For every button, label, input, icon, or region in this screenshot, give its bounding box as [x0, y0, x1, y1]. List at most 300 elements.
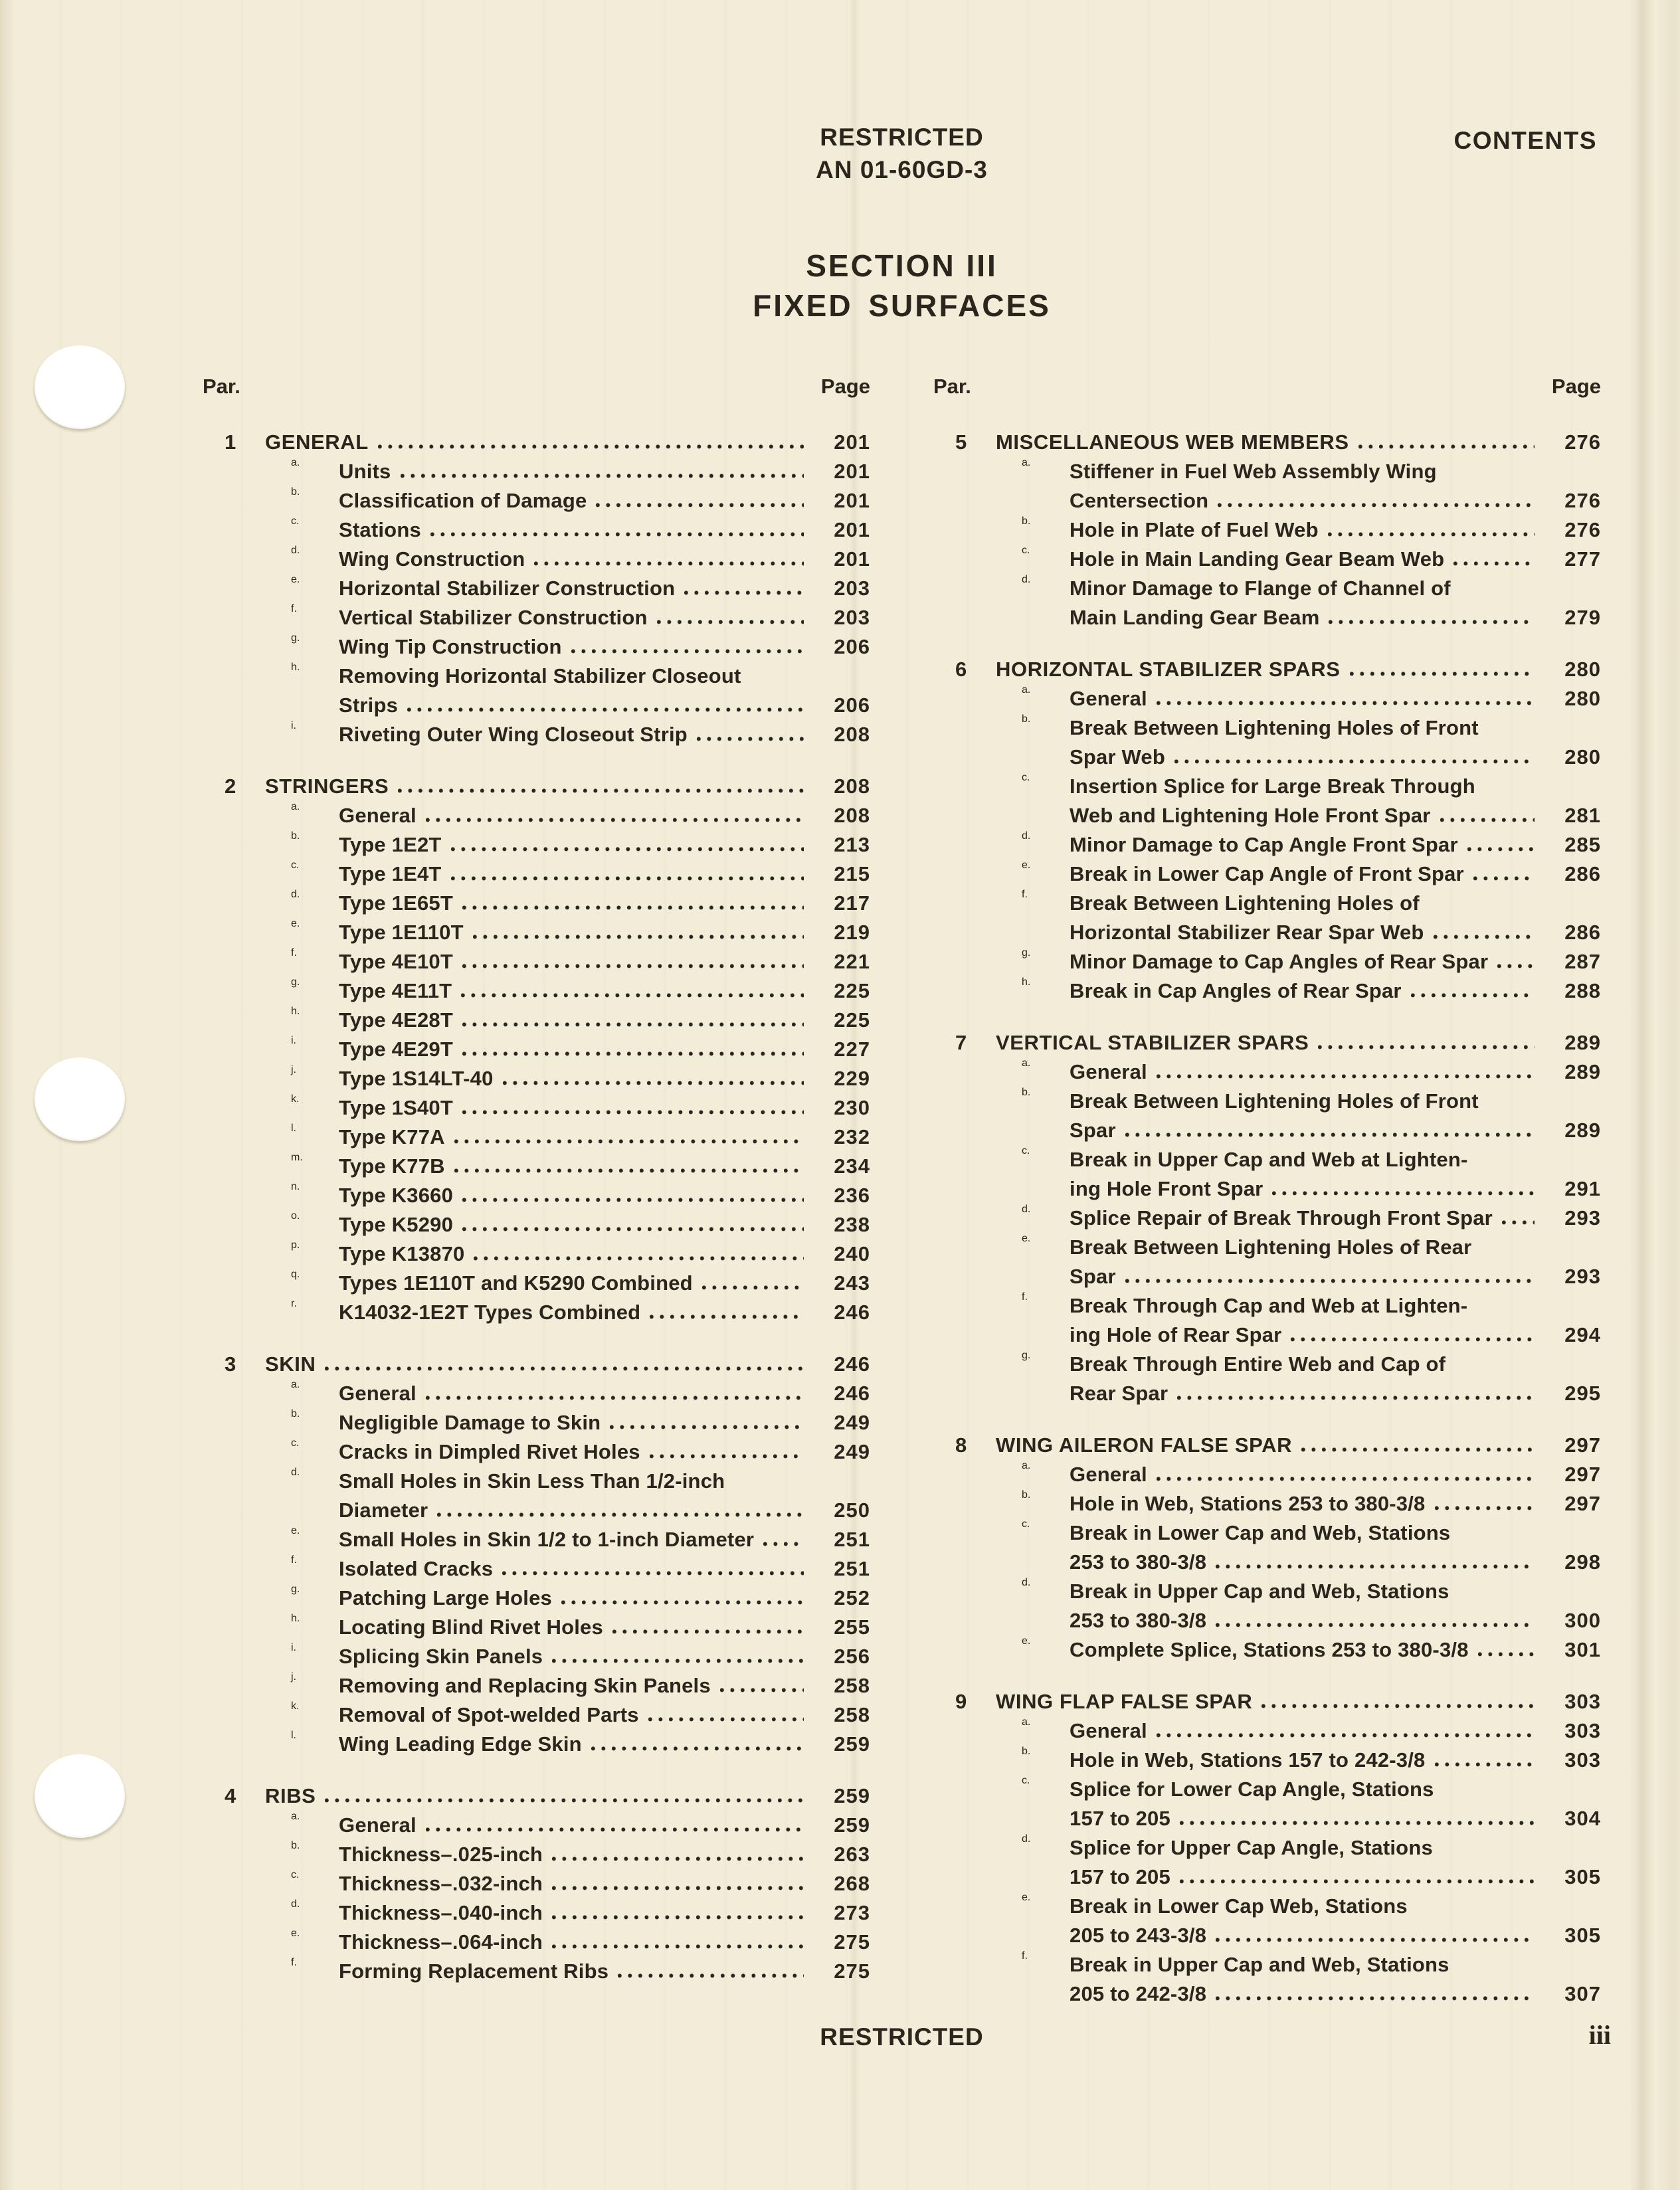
sub-title-text: Types 1E110T and K5290 Combined [339, 1271, 693, 1295]
toc-section-row [933, 1431, 1601, 1460]
toc-sub-row [933, 1460, 1601, 1489]
leader-dots [1157, 1733, 1535, 1738]
sub-letter: d. [1022, 1204, 1031, 1215]
sub-line [1070, 1321, 1601, 1350]
sub-line [1070, 1716, 1601, 1746]
sub-body [1070, 947, 1601, 976]
sub-line [339, 1035, 870, 1064]
sub-title-text: Splice for Upper Cap Angle, Stations [1070, 1836, 1433, 1859]
toc-section-row [933, 428, 1601, 457]
sub-letter: d. [291, 889, 300, 900]
leader-dots [1180, 1879, 1535, 1884]
leader-dots [454, 1168, 804, 1173]
toc-sub-row [203, 457, 870, 486]
sub-letter: a. [291, 1811, 300, 1822]
leader-dots [1218, 503, 1535, 507]
sub-line [339, 515, 870, 545]
sub-letter: a. [1022, 1716, 1031, 1728]
toc-section-row [203, 1350, 870, 1379]
page-number: 206 [834, 693, 870, 717]
sub-letter: a. [291, 457, 300, 468]
section-number: 8 [955, 1433, 967, 1457]
sub-line [1070, 1262, 1601, 1291]
leader-dots [612, 1629, 804, 1634]
sub-title-text: Riveting Outer Wing Closeout Strip [339, 723, 688, 746]
sub-letter: b. [1022, 713, 1031, 725]
page-number: 273 [834, 1901, 870, 1924]
toc-sub-row [203, 1064, 870, 1093]
leader-dots [502, 1571, 804, 1576]
page-number: 203 [834, 577, 870, 600]
section-number: 2 [225, 775, 236, 798]
sub-body [339, 1730, 870, 1759]
leader-dots [1467, 847, 1535, 852]
toc-sub-row [203, 860, 870, 889]
leader-dots [684, 591, 804, 595]
section-title-text: MISCELLANEOUS WEB MEMBERS [996, 430, 1349, 454]
toc-section [933, 1028, 1601, 1408]
sub-letter: c. [1022, 1145, 1030, 1156]
sub-line [1070, 457, 1601, 486]
sub-line [339, 947, 870, 976]
sub-title-text: Removing Horizontal Stabilizer Closeout [339, 664, 741, 687]
sub-title-text: Type 1E4T [339, 862, 442, 885]
leader-dots [596, 503, 804, 507]
section-number: 1 [225, 430, 236, 454]
sub-line [1070, 1746, 1601, 1775]
sub-line [1070, 1350, 1601, 1379]
sub-title-text: Hole in Main Landing Gear Beam Web [1070, 547, 1445, 571]
toc-sub-row [203, 1957, 870, 1986]
sub-body [339, 860, 870, 889]
page-number: 259 [834, 1784, 870, 1807]
sub-body [339, 1093, 870, 1123]
sub-title-text: 157 to 205 [1070, 1865, 1170, 1888]
sub-title-text: General [339, 1382, 417, 1405]
header-doc-number: AN 01-60GD-3 [816, 156, 988, 183]
page-number: 219 [834, 921, 870, 944]
leader-dots [1177, 1396, 1535, 1400]
leader-dots [1216, 1996, 1535, 2001]
sub-title-text: Forming Replacement Ribs [339, 1960, 609, 1983]
sub-title-text: Type 4E10T [339, 950, 454, 973]
sub-title-text: Thickness–.032-inch [339, 1872, 543, 1895]
sub-letter: g. [291, 1584, 300, 1595]
sub-title-text: Insertion Splice for Large Break Through [1070, 775, 1475, 798]
sub-title-text: Cracks in Dimpled Rivet Holes [339, 1440, 640, 1463]
sub-line [1070, 1116, 1601, 1145]
sub-body [1070, 1204, 1601, 1233]
sub-title-text: Type K5290 [339, 1213, 454, 1236]
sub-body [1070, 457, 1601, 515]
sub-letter: a. [1022, 1057, 1031, 1069]
sub-line [339, 1811, 870, 1840]
sub-line [1070, 1548, 1601, 1577]
toc-right-column-body [933, 428, 1601, 2009]
sub-letter: e. [291, 1928, 300, 1939]
punch-hole-middle [35, 1057, 125, 1141]
sub-title-text: Break Through Cap and Web at Lighten- [1070, 1294, 1468, 1317]
leader-dots [720, 1688, 804, 1692]
sub-title-text: Type 4E11T [339, 979, 452, 1002]
page-number: 301 [1564, 1638, 1601, 1661]
sub-body [339, 1152, 870, 1181]
page-number: 258 [834, 1703, 870, 1726]
leader-dots [1157, 701, 1535, 705]
leader-dots [1435, 1762, 1535, 1767]
leader-dots [1318, 1045, 1535, 1049]
sub-line [339, 1093, 870, 1123]
sub-title-text: 157 to 205 [1070, 1807, 1170, 1830]
section-title-text: WING AILERON FALSE SPAR [996, 1433, 1293, 1457]
page-number: 305 [1564, 1924, 1601, 1947]
sub-title-text: Strips [339, 693, 399, 717]
toc-sub-row [933, 1233, 1601, 1291]
page-number: 293 [1564, 1206, 1601, 1230]
sub-letter: b. [291, 1408, 300, 1419]
sub-title-text: Web and Lightening Hole Front Spar [1070, 804, 1431, 827]
toc-sub-row [203, 1437, 870, 1467]
sub-title-text: Type 1E110T [339, 921, 464, 944]
sub-title-text: Splicing Skin Panels [339, 1645, 543, 1668]
sub-line [1070, 1379, 1601, 1408]
sub-body [339, 1006, 870, 1035]
page-number: 298 [1564, 1550, 1601, 1574]
toc-sub-row [203, 1152, 870, 1181]
sub-body [339, 1613, 870, 1642]
sub-title-text: Type 1S40T [339, 1096, 454, 1119]
sub-title-text: Break Between Lightening Holes of [1070, 891, 1420, 915]
sub-title-text: Break Through Entire Web and Cap of [1070, 1352, 1446, 1376]
toc-sub-row [203, 515, 870, 545]
sub-line [339, 632, 870, 662]
leader-dots [1358, 444, 1535, 449]
page-header-label: Page [820, 375, 870, 398]
toc-sub-row [203, 1840, 870, 1869]
leader-dots [552, 1857, 804, 1861]
toc-sub-row [933, 457, 1601, 515]
sub-title-text: Centersection [1070, 489, 1209, 512]
sub-letter: k. [291, 1700, 300, 1712]
leader-dots [1272, 1191, 1535, 1196]
toc-sub-row [933, 1716, 1601, 1746]
sub-body [339, 947, 870, 976]
sub-line [1070, 574, 1601, 603]
toc-sub-row [203, 1298, 870, 1327]
sub-body [1070, 1892, 1601, 1950]
sub-letter: c. [291, 1437, 300, 1449]
sub-body [1070, 515, 1601, 545]
page-number: 297 [1564, 1433, 1601, 1457]
sub-letter: f. [291, 1554, 297, 1566]
sub-body [339, 720, 870, 749]
toc-sub-row [203, 662, 870, 720]
toc-sub-row [203, 947, 870, 976]
sub-body [339, 830, 870, 860]
leader-dots [474, 1256, 804, 1261]
sub-body [339, 1642, 870, 1671]
sub-letter: d. [1022, 574, 1031, 585]
sub-body [339, 632, 870, 662]
column-headers-left [203, 372, 870, 401]
page-number: 246 [834, 1352, 870, 1376]
sub-letter: h. [291, 662, 300, 673]
sub-line [339, 1869, 870, 1898]
sub-title-text: Type 4E28T [339, 1008, 454, 1032]
page-number: 263 [834, 1843, 870, 1866]
page-number: 255 [834, 1615, 870, 1639]
footer-page-number: iii [1588, 2020, 1611, 2050]
sub-letter: g. [1022, 947, 1031, 958]
toc-sub-row [933, 713, 1601, 772]
sub-body [1070, 713, 1601, 772]
section-number: 3 [225, 1352, 236, 1376]
sub-line [339, 1730, 870, 1759]
punch-hole-bottom [35, 1754, 125, 1838]
column-headers-right [933, 372, 1601, 401]
leader-dots [462, 905, 804, 910]
page-number: 280 [1564, 745, 1601, 769]
sub-title-text: 205 to 243-3/8 [1070, 1924, 1207, 1947]
sub-title-text: Isolated Cracks [339, 1557, 494, 1580]
page-number: 276 [1564, 489, 1601, 512]
sub-body [339, 1123, 870, 1152]
sub-line [1070, 947, 1601, 976]
toc-right-column [933, 372, 1601, 2009]
sub-title-text: Small Holes in Skin Less Than 1/2-inch [339, 1469, 725, 1493]
sub-body [1070, 1775, 1601, 1833]
page-number: 279 [1564, 606, 1601, 629]
page-number: 208 [834, 723, 870, 746]
sub-letter: g. [1022, 1350, 1031, 1361]
sub-body [339, 1064, 870, 1093]
sub-letter: e. [1022, 860, 1031, 871]
leader-dots [407, 707, 804, 712]
sub-line [339, 918, 870, 947]
page-number: 232 [834, 1125, 870, 1148]
toc-sub-row [933, 684, 1601, 713]
toc-sub-row [933, 1950, 1601, 2009]
sub-line [339, 486, 870, 515]
toc-sub-row [203, 1210, 870, 1239]
sub-line [339, 1525, 870, 1554]
leader-dots [1261, 1704, 1535, 1708]
sub-line [339, 1210, 870, 1239]
sub-line [339, 1613, 870, 1642]
toc-sub-row [203, 1408, 870, 1437]
sub-body [339, 1181, 870, 1210]
page-number: 206 [834, 635, 870, 658]
sub-letter: f. [291, 603, 297, 614]
sub-title-text: ing Hole Front Spar [1070, 1177, 1263, 1200]
leader-dots [552, 1915, 804, 1920]
sub-line [339, 1181, 870, 1210]
sub-body [1070, 1833, 1601, 1892]
sub-title-text: Wing Leading Edge Skin [339, 1732, 582, 1756]
leader-dots [1497, 964, 1535, 968]
sub-body [339, 486, 870, 515]
leader-dots [1502, 1220, 1535, 1225]
sub-title-text: Hole in Web, Stations 157 to 242-3/8 [1070, 1748, 1426, 1772]
sub-title-text: Break in Cap Angles of Rear Spar [1070, 979, 1402, 1002]
sub-line [339, 1123, 870, 1152]
sub-letter: d. [291, 545, 300, 556]
page-number: 303 [1564, 1748, 1601, 1772]
sub-letter: a. [291, 801, 300, 812]
section-title [203, 246, 1601, 325]
sub-letter: b. [1022, 1489, 1031, 1501]
sub-title-text: Type 4E29T [339, 1038, 454, 1061]
toc-sub-row [933, 1746, 1601, 1775]
sub-letter: a. [1022, 457, 1031, 468]
sub-line [1070, 1950, 1601, 1979]
page-number: 289 [1564, 1119, 1601, 1142]
page-number: 276 [1564, 518, 1601, 541]
page-number: 243 [834, 1271, 870, 1295]
leader-dots [401, 474, 804, 478]
sub-title-text: Horizontal Stabilizer Construction [339, 577, 676, 600]
sub-body [1070, 1518, 1601, 1577]
sub-body [339, 1408, 870, 1437]
toc-sub-row [203, 889, 870, 918]
sub-letter: l. [291, 1730, 296, 1741]
sub-letter: c. [1022, 545, 1030, 556]
sub-title-text: Break Between Lightening Holes of Front [1070, 716, 1479, 739]
toc-section-row [933, 1687, 1601, 1716]
leader-dots [325, 1366, 804, 1371]
sub-title-text: Break Between Lightening Holes of Rear [1070, 1235, 1472, 1259]
sub-line [1070, 1863, 1601, 1892]
toc-sub-row [203, 574, 870, 603]
sub-body [1070, 860, 1601, 889]
sub-line [1070, 684, 1601, 713]
sub-title-text: Hole in Plate of Fuel Web [1070, 518, 1319, 541]
toc-section [203, 1350, 870, 1759]
page-number: 201 [834, 489, 870, 512]
sub-title-text: Break in Upper Cap and Web, Stations [1070, 1580, 1449, 1603]
page-number: 281 [1564, 804, 1601, 827]
page-number: 246 [834, 1301, 870, 1324]
sub-letter: h. [291, 1613, 300, 1624]
toc-sub-row [933, 1350, 1601, 1408]
toc-sub-row [203, 1379, 870, 1408]
page-number: 240 [834, 1242, 870, 1265]
page-number: 289 [1564, 1060, 1601, 1083]
sub-line [339, 1957, 870, 1986]
sub-line [1070, 545, 1601, 574]
toc-sub-row [203, 830, 870, 860]
sub-letter: b. [291, 486, 300, 498]
sub-line [339, 976, 870, 1006]
par-header: Par. [203, 375, 240, 398]
sub-line [1070, 1233, 1601, 1262]
sub-letter: e. [1022, 1892, 1031, 1903]
page-header [203, 121, 1601, 186]
sub-line [339, 1496, 870, 1525]
toc-section [203, 772, 870, 1327]
sub-title-text: Break Between Lightening Holes of Front [1070, 1089, 1479, 1113]
section-title-text: RIBS [265, 1784, 316, 1807]
page-number: 275 [834, 1960, 870, 1983]
sub-line [1070, 918, 1601, 947]
sub-body [339, 1584, 870, 1613]
sub-title-text: Wing Tip Construction [339, 635, 562, 658]
sub-title-text: Negligible Damage to Skin [339, 1411, 601, 1434]
leader-dots [462, 1198, 804, 1202]
sub-line [339, 1006, 870, 1035]
leader-dots [1350, 672, 1535, 676]
sub-letter: f. [1022, 889, 1028, 900]
toc-sub-row [203, 976, 870, 1006]
page-number: 251 [834, 1528, 870, 1551]
leader-dots [462, 964, 804, 968]
sub-line [339, 1269, 870, 1298]
sub-title-text: Diameter [339, 1499, 428, 1522]
page-number: 251 [834, 1557, 870, 1580]
sub-line [1070, 603, 1601, 632]
sub-body [339, 1869, 870, 1898]
header-classification: RESTRICTED [820, 124, 984, 151]
sub-title-text: Type K3660 [339, 1184, 454, 1207]
page-number: 297 [1564, 1492, 1601, 1515]
sub-line [1070, 1833, 1601, 1863]
sub-body [339, 1210, 870, 1239]
page-number: 208 [834, 775, 870, 798]
corner-label-contents: CONTENTS [1453, 127, 1597, 154]
sub-line [1070, 860, 1601, 889]
toc-sub-row [933, 1775, 1601, 1833]
leader-dots [571, 649, 804, 654]
page-number: 300 [1564, 1609, 1601, 1632]
leader-dots [462, 1227, 804, 1232]
toc-section [933, 1431, 1601, 1665]
sub-letter: e. [291, 574, 300, 585]
sub-title-text: Break in Upper Cap and Web, Stations [1070, 1953, 1449, 1976]
page-number: 288 [1564, 979, 1601, 1002]
sub-line [1070, 486, 1601, 515]
sub-body [339, 1035, 870, 1064]
page-header-label: Page [1551, 375, 1601, 398]
sub-title-text: Minor Damage to Cap Angles of Rear Spar [1070, 950, 1489, 973]
leader-dots [325, 1798, 804, 1803]
section-title-text: STRINGERS [265, 775, 389, 798]
sub-title-text: Minor Damage to Cap Angle Front Spar [1070, 833, 1458, 856]
toc-section-row [203, 1781, 870, 1811]
sub-body [339, 545, 870, 574]
section-number: 6 [955, 658, 967, 681]
leader-dots [451, 876, 804, 881]
leader-dots [426, 818, 804, 822]
sub-title-text: General [1070, 687, 1147, 710]
toc-sub-row [933, 1489, 1601, 1518]
sub-line [1070, 1892, 1601, 1921]
toc-sub-row [203, 603, 870, 632]
sub-line [339, 1298, 870, 1327]
leader-dots [1180, 1821, 1535, 1825]
leader-dots [398, 788, 804, 793]
page-number: 259 [834, 1813, 870, 1837]
sub-letter: d. [1022, 1833, 1031, 1845]
leader-dots [763, 1542, 804, 1546]
toc-sub-row [933, 1577, 1601, 1635]
sub-letter: a. [1022, 1460, 1031, 1471]
leader-dots [1125, 1279, 1535, 1283]
page-number: 289 [1564, 1031, 1601, 1054]
page-number: 249 [834, 1440, 870, 1463]
sub-letter: e. [291, 918, 300, 929]
leader-dots [552, 1886, 804, 1890]
toc-sub-row [933, 860, 1601, 889]
